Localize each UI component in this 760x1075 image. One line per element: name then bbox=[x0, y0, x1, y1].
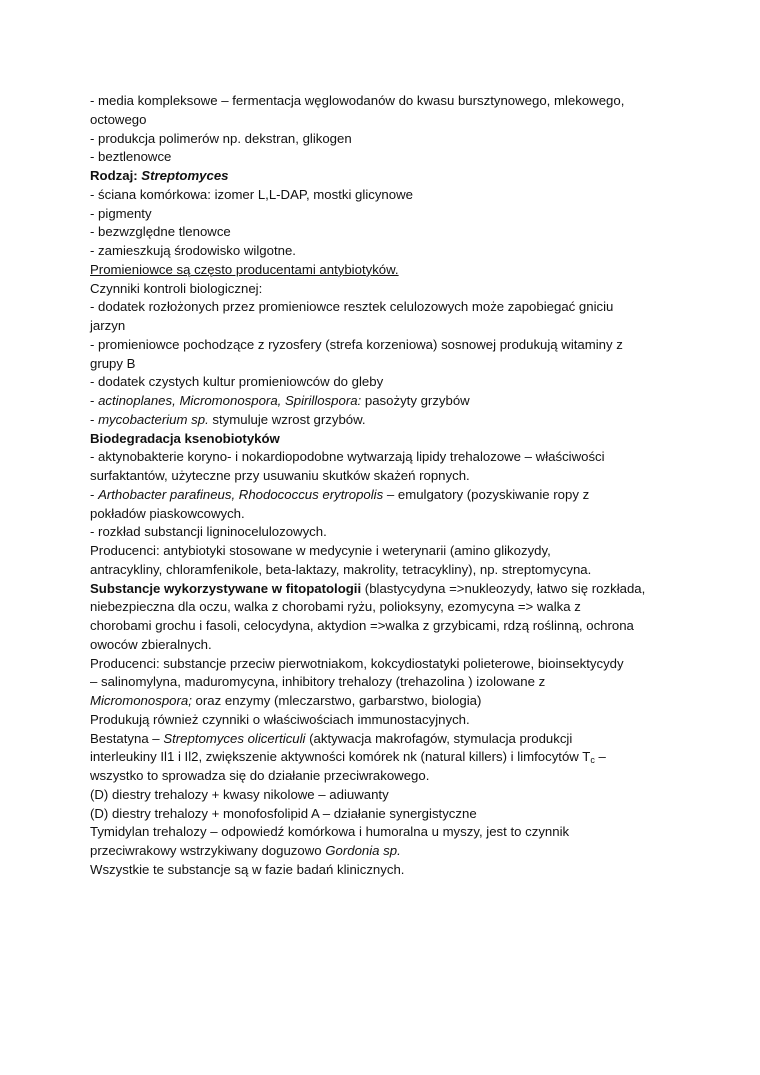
text-run: Wszystkie te substancje są w fazie badań klinicznych. bbox=[90, 861, 405, 877]
text-run: przeciwrakowy wstrzykiwany doguzowo bbox=[90, 843, 326, 858]
text-line bbox=[90, 655, 680, 674]
text-line bbox=[90, 598, 680, 617]
text-run: - promieniowce pochodzące z ryzosfery (strefa korzeniowa) sosnowej produkują witaminy z bbox=[90, 336, 623, 352]
italic-text: Gordonia sp. bbox=[325, 843, 401, 858]
text-run: - zamieszkują środowisko wilgotne. bbox=[90, 243, 296, 258]
text-run: - bbox=[90, 411, 99, 427]
text-line bbox=[90, 223, 680, 242]
text-line bbox=[90, 748, 680, 767]
text-run: – salinomylyna, maduromycyna, inhibitory trehalozy (trehazolina ) izolowane z bbox=[90, 674, 546, 690]
text-run: - aktynobakterie koryno- i nokardiopodobne wytwarzają lipidy trehalozowe – właściwości bbox=[90, 449, 605, 465]
text-line bbox=[90, 317, 680, 336]
text-line bbox=[90, 430, 680, 449]
text-line bbox=[90, 692, 680, 711]
text-line bbox=[90, 842, 680, 861]
text-line bbox=[90, 148, 680, 167]
bold-heading-text: Biodegradacja ksenobiotyków bbox=[90, 430, 280, 446]
text-run: grupy B bbox=[90, 355, 136, 371]
text-line bbox=[90, 336, 680, 355]
text-line bbox=[90, 280, 680, 299]
document-body bbox=[90, 92, 680, 880]
text-line bbox=[90, 823, 680, 842]
italic-text: Arthobacter parafineus, Rhodococcus erytropolis bbox=[98, 486, 384, 502]
text-run: Tymidylan trehalozy – odpowiedź komórkowa i humoralna u myszy, jest to czynnik bbox=[90, 824, 570, 840]
text-line bbox=[90, 730, 680, 749]
text-line bbox=[90, 636, 680, 655]
text-run: - produkcja polimerów np. dekstran, glikogen bbox=[90, 130, 352, 146]
text-line bbox=[90, 167, 680, 186]
text-run: - media kompleksowe – fermentacja węglowodanów do kwasu bursztynowego, mlekowego, bbox=[90, 93, 625, 108]
text-run: (blastycydyna =>nukleozydy, łatwo się rozkłada, bbox=[361, 580, 646, 596]
text-line bbox=[90, 373, 680, 392]
text-run: wszystko to sprowadza się do działanie przeciwrakowego. bbox=[90, 768, 430, 783]
text-run: (aktywacja makrofagów, stymulacja produkcji bbox=[305, 730, 573, 746]
text-run: chorobami grochu i fasoli, celocydyna, aktydion =>walka z grzybicami, rdzą roślinną, ochrona bbox=[90, 618, 634, 633]
italic-text: actinoplanes, Micromonospora, Spirillospora: bbox=[98, 393, 362, 408]
text-run: interleukiny Il1 i Il2, zwiększenie aktywności komórek nk (natural killers) i limfocytów T bbox=[90, 749, 591, 765]
text-line bbox=[90, 205, 680, 224]
italic-text: Micromonospora; bbox=[90, 693, 192, 708]
text-run: pasożyty grzybów bbox=[361, 393, 470, 408]
text-line bbox=[90, 111, 680, 130]
text-run: Produkują również czynniki o właściwościach immunostacyjnych. bbox=[90, 711, 470, 727]
text-run: - rozkład substancji ligninocelulozowych. bbox=[90, 524, 327, 540]
text-line bbox=[90, 805, 680, 824]
text-line bbox=[90, 392, 680, 411]
italic-text: Streptomyces bbox=[141, 168, 229, 183]
text-line bbox=[90, 92, 680, 111]
text-line bbox=[90, 767, 680, 786]
text-line bbox=[90, 486, 680, 505]
text-line bbox=[90, 261, 680, 280]
text-run: - beztlenowce bbox=[90, 149, 172, 165]
text-line bbox=[90, 711, 680, 730]
bold-heading-text: Substancje wykorzystywane w fitopatologii bbox=[90, 580, 362, 596]
subscript-text: c bbox=[590, 755, 595, 766]
text-line bbox=[90, 298, 680, 317]
bold-heading-text: Rodzaj: bbox=[90, 168, 142, 183]
text-run: octowego bbox=[90, 111, 147, 127]
text-run: - bezwzględne tlenowce bbox=[90, 224, 231, 240]
italic-text: Streptomyces olicerticuli bbox=[163, 730, 306, 746]
text-line bbox=[90, 542, 680, 561]
text-run: - bbox=[90, 486, 99, 502]
text-run: - dodatek rozłożonych przez promieniowce resztek celulozowych może zapobiegać gniciu bbox=[90, 299, 614, 315]
text-run: Producenci: substancje przeciw pierwotniakom, kokcydiostatyki polieterowe, bioinsektycydy bbox=[90, 655, 624, 671]
text-line bbox=[90, 355, 680, 374]
text-line bbox=[90, 523, 680, 542]
text-run: - bbox=[90, 393, 99, 408]
italic-text: mycobacterium sp. bbox=[98, 411, 209, 427]
text-line bbox=[90, 673, 680, 692]
text-run: owoców zbieralnych. bbox=[90, 636, 212, 652]
text-line bbox=[90, 505, 680, 524]
text-run: stymuluje wzrost grzybów. bbox=[208, 411, 366, 427]
text-run: Bestatyna – bbox=[90, 730, 164, 746]
text-run: (D) diestry trehalozy + kwasy nikolowe – adiuwanty bbox=[90, 786, 389, 802]
text-line bbox=[90, 130, 680, 149]
text-run: oraz enzymy (mleczarstwo, garbarstwo, biologia) bbox=[191, 693, 482, 708]
text-run: – emulgatory (pozyskiwanie ropy z bbox=[383, 486, 590, 502]
text-line bbox=[90, 467, 680, 486]
text-run: - ściana komórkowa: izomer L,L-DAP, mostki glicynowe bbox=[90, 186, 413, 202]
text-run: – bbox=[594, 749, 606, 765]
text-line bbox=[90, 448, 680, 467]
text-line bbox=[90, 580, 680, 599]
text-run: - dodatek czystych kultur promieniowców do gleby bbox=[90, 374, 384, 390]
underlined-text: Promieniowce są często producentami antybiotyków. bbox=[90, 261, 399, 277]
text-run: Czynniki kontroli biologicznej: bbox=[90, 280, 263, 296]
text-run: jarzyn bbox=[90, 318, 126, 333]
text-line bbox=[90, 561, 680, 580]
text-run: surfaktantów, użyteczne przy usuwaniu skutków skażeń ropnych. bbox=[90, 468, 470, 483]
text-line bbox=[90, 242, 680, 261]
text-run: (D) diestry trehalozy + monofosfolipid A – działanie synergistyczne bbox=[90, 805, 477, 821]
text-line bbox=[90, 786, 680, 805]
text-line bbox=[90, 617, 680, 636]
text-run: Producenci: antybiotyki stosowane w medycynie i weterynarii (amino glikozydy, bbox=[90, 543, 551, 558]
text-run: - pigmenty bbox=[90, 205, 152, 221]
text-line bbox=[90, 186, 680, 205]
text-run: niebezpieczna dla oczu, walka z chorobami ryżu, polioksyny, ezomycyna => walka z bbox=[90, 599, 581, 615]
text-line bbox=[90, 861, 680, 880]
text-run: pokładów piaskowcowych. bbox=[90, 505, 245, 521]
text-line bbox=[90, 411, 680, 430]
text-run: antracykliny, chloramfenikole, beta-laktazy, makrolity, tetracykliny), np. streptomycyna. bbox=[90, 561, 592, 577]
